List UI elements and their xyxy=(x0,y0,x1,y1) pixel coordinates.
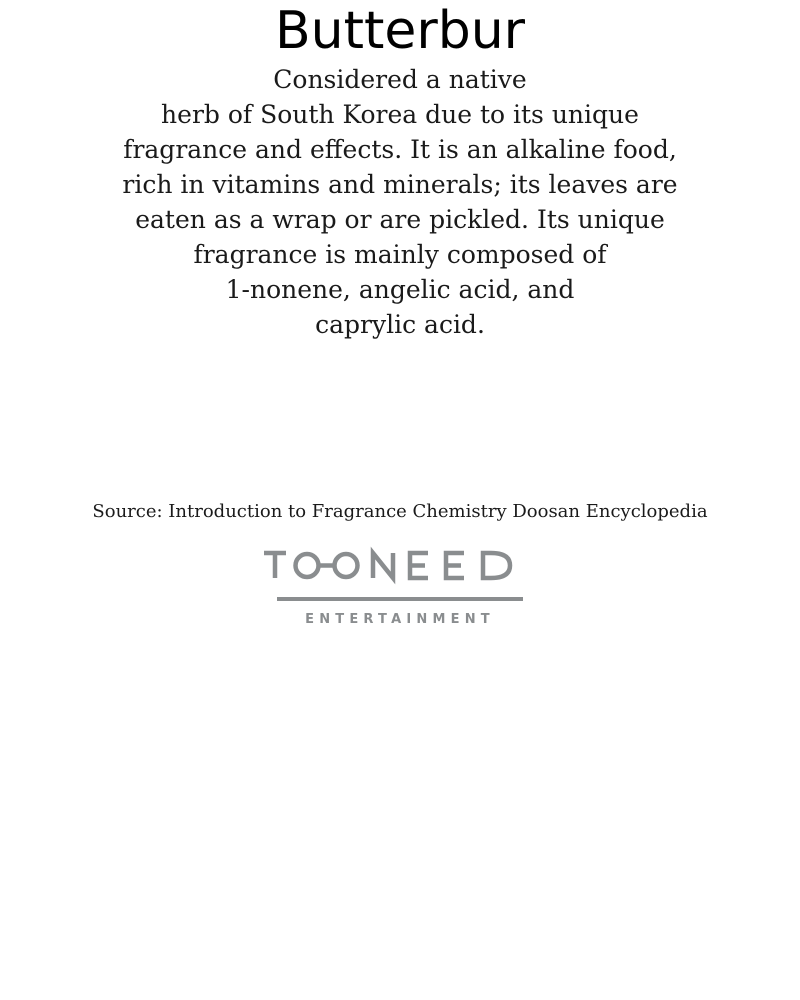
description-text xyxy=(0,62,800,342)
description-line: rich in vitamins and minerals; its leaves are xyxy=(122,170,678,199)
logo-underline xyxy=(277,597,523,601)
description-line: 1-nonene, angelic acid, and xyxy=(225,275,575,304)
description-line: Considered a native xyxy=(273,65,527,94)
description-line: fragrance is mainly composed of xyxy=(193,240,607,269)
logo-letter-o xyxy=(296,554,319,577)
logo-tagline: ENTERTAINMENT xyxy=(305,612,495,627)
logo-letter-t xyxy=(264,553,286,578)
description-line: caprylic acid. xyxy=(315,310,485,339)
tooneed-entertainment-logo xyxy=(260,545,540,630)
description-line: herb of South Korea due to its unique xyxy=(161,100,639,129)
source-citation: Source: Introduction to Fragrance Chemistry Doosan Encyclopedia xyxy=(92,501,708,522)
description-line: eaten as a wrap or are pickled. Its unique xyxy=(135,205,665,234)
page-title: Butterbur xyxy=(274,1,526,61)
logo-letter-n xyxy=(373,553,393,578)
description-line: fragrance and effects. It is an alkaline food, xyxy=(123,135,677,164)
logo-letter-o xyxy=(335,554,358,577)
logo-letter-d xyxy=(483,553,510,578)
logo-letter-e xyxy=(410,553,428,578)
logo-letter-e xyxy=(446,553,464,578)
logo-wordmark: TOONEED xyxy=(397,575,403,576)
